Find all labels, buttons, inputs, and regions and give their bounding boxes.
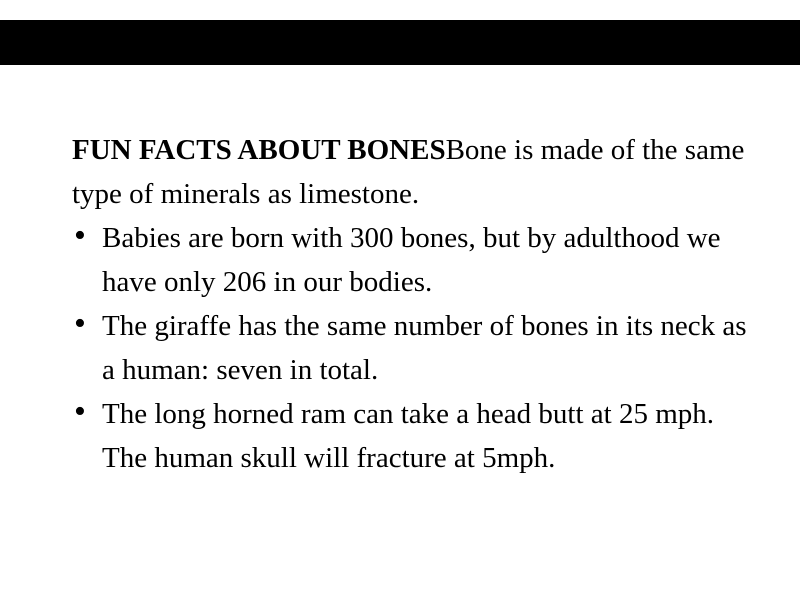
bullet-icon: • (74, 217, 86, 254)
top-bar (0, 20, 800, 65)
bullet-icon: • (74, 305, 86, 342)
fact-list (72, 216, 752, 480)
bullet-icon: • (74, 393, 86, 430)
fact-text: The long horned ram can take a head butt at 25 mph. The human skull will fracture at 5mph. (102, 398, 715, 474)
fact-text: Babies are born with 300 bones, but by adulthood we have only 206 in our bodies. (102, 222, 721, 298)
fact-item (72, 392, 752, 480)
slide-content (72, 128, 752, 480)
fact-item (72, 304, 752, 392)
intro-text: Bone is made of the same type of minerals as limestone. (72, 134, 745, 210)
fact-item (72, 216, 752, 304)
intro-paragraph (72, 128, 752, 216)
slide-heading: FUN FACTS ABOUT BONES (72, 134, 446, 166)
fact-text: The giraffe has the same number of bones in its neck as a human: seven in total. (102, 310, 747, 386)
